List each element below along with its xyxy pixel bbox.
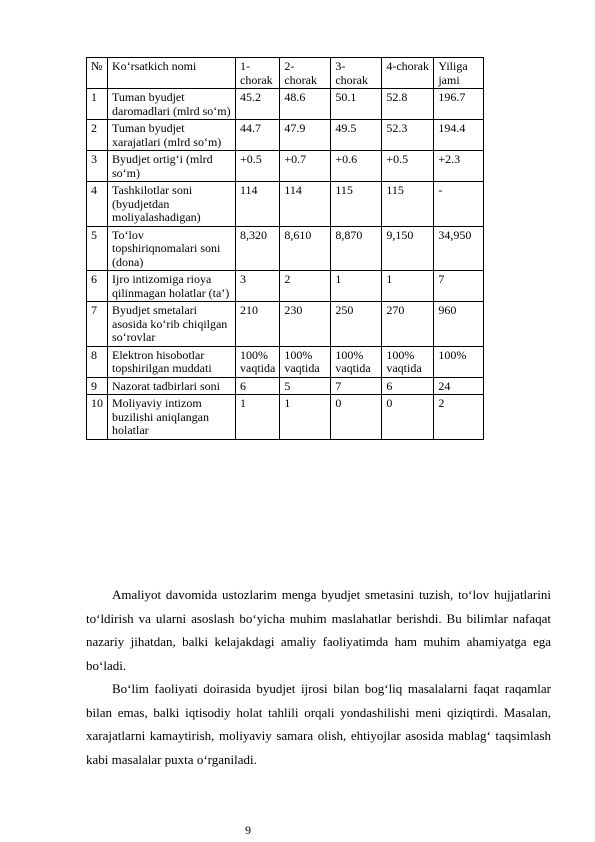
table-cell: 114 — [280, 182, 331, 227]
table-row — [87, 151, 484, 182]
table-row — [87, 377, 484, 395]
table-cell: 24 — [434, 377, 484, 395]
table-cell: 1 — [382, 271, 434, 302]
header-cell: 1-chorak — [236, 58, 280, 89]
table-cell: Tuman byudjet xarajatlari (mlrd so‘m) — [108, 120, 236, 151]
table-cell: Nazorat tadbirlari soni — [108, 377, 236, 395]
table-cell: +0.5 — [382, 151, 434, 182]
table-row — [87, 271, 484, 302]
table-cell: 100% vaqtida — [331, 346, 382, 377]
table-cell: 34,950 — [434, 226, 484, 271]
table-cell: 115 — [382, 182, 434, 227]
table-row — [87, 182, 484, 227]
header-cell: № — [87, 58, 108, 89]
table-row — [87, 226, 484, 271]
header-cell: 3-chorak — [331, 58, 382, 89]
table-cell: 230 — [280, 302, 331, 347]
table-cell: 52.3 — [382, 120, 434, 151]
paragraph: Bo‘lim faoliyati doirasida byudjet ijrosi bilan bog‘liq masalalarni faqat raqamlar bilan emas, balki iqtisodiy holat tahlili orqali yondashilishi meni qiziqtirdi. Masalan, xarajatlarni kamaytirish, moliyaviy samara olish, ehtiyojlar asosida mablag‘ taqsimlash kabi masalalar puxta o‘rganiladi. — [86, 681, 551, 767]
table-cell: 194.4 — [434, 120, 484, 151]
table-cell: +0.7 — [280, 151, 331, 182]
table-cell: 47.9 — [280, 120, 331, 151]
table-cell: To‘lov topshiriqnomalari soni (dona) — [108, 226, 236, 271]
table-cell: 10 — [87, 395, 108, 440]
table-cell: 1 — [331, 271, 382, 302]
table-cell: 6 — [382, 377, 434, 395]
table-cell: Elektron hisobotlar topshirilgan muddati — [108, 346, 236, 377]
table-header-row — [87, 58, 484, 89]
table-cell: 250 — [331, 302, 382, 347]
table-cell: +2.3 — [434, 151, 484, 182]
header-cell: 4-chorak — [382, 58, 434, 89]
table-cell: +0.6 — [331, 151, 382, 182]
table-cell: 52.8 — [382, 89, 434, 120]
table-cell: 9,150 — [382, 226, 434, 271]
table-cell: Ijro intizomiga rioya qilinmagan holatlar (ta’) — [108, 271, 236, 302]
table-cell: 0 — [331, 395, 382, 440]
table-row — [87, 89, 484, 120]
header-cell: 2-chorak — [280, 58, 331, 89]
table-cell: 0 — [382, 395, 434, 440]
table-cell: 100% vaqtida — [236, 346, 280, 377]
table-cell: 8,320 — [236, 226, 280, 271]
table-row — [87, 346, 484, 377]
table-cell: +0.5 — [236, 151, 280, 182]
table-cell: 48.6 — [280, 89, 331, 120]
table-cell: 7 — [87, 302, 108, 347]
table-cell: 6 — [87, 271, 108, 302]
table-cell: Tashkilotlar soni (byudjetdan moliyalashadigan) — [108, 182, 236, 227]
table-cell: 210 — [236, 302, 280, 347]
table-cell: 50.1 — [331, 89, 382, 120]
table-row — [87, 302, 484, 347]
paragraph: Amaliyot davomida ustozlarim menga byudjet smetasini tuzish, to‘lov hujjatlarini to‘ldirish va ularni asoslash bo‘yicha muhim maslahatlar berishdi. Bu bilimlar nafaqat nazariy jihatdan, balki kelajakdagi amaliy faoliyatimda ham muhim ahamiyatga ega bo‘ladi. — [86, 587, 551, 673]
table-cell: 1 — [280, 395, 331, 440]
table-cell: 44.7 — [236, 120, 280, 151]
header-cell: Ko‘rsatkich nomi — [108, 58, 236, 89]
table-cell: 100% vaqtida — [280, 346, 331, 377]
table-cell: 3 — [236, 271, 280, 302]
table-row — [87, 120, 484, 151]
table-cell: Moliyaviy intizom buzilishi aniqlangan holatlar — [108, 395, 236, 440]
table-cell: 9 — [87, 377, 108, 395]
table-cell: 5 — [87, 226, 108, 271]
table-cell: 49.5 — [331, 120, 382, 151]
table-row — [87, 395, 484, 440]
table-cell: 960 — [434, 302, 484, 347]
table-cell: 196.7 — [434, 89, 484, 120]
body-text — [86, 583, 551, 771]
table-cell: 114 — [236, 182, 280, 227]
table-cell: 45.2 — [236, 89, 280, 120]
table-body — [87, 58, 484, 440]
table-cell: 4 — [87, 182, 108, 227]
table-cell: 5 — [280, 377, 331, 395]
table-cell: 1 — [87, 89, 108, 120]
table-cell: Tuman byudjet daromadlari (mlrd so‘m) — [108, 89, 236, 120]
table-cell: 3 — [87, 151, 108, 182]
table-cell: 100% vaqtida — [382, 346, 434, 377]
table-cell: 115 — [331, 182, 382, 227]
page-number: 9 — [245, 823, 251, 837]
table-cell: 7 — [331, 377, 382, 395]
table-cell: 2 — [434, 395, 484, 440]
table-cell: 7 — [434, 271, 484, 302]
table-cell: 2 — [87, 120, 108, 151]
table-cell: 270 — [382, 302, 434, 347]
table-cell: 8,870 — [331, 226, 382, 271]
table-cell: Byudjet smetalari asosida ko‘rib chiqilgan so‘rovlar — [108, 302, 236, 347]
table-cell: 100% — [434, 346, 484, 377]
table-cell: 8,610 — [280, 226, 331, 271]
table-cell: - — [434, 182, 484, 227]
table-cell: 2 — [280, 271, 331, 302]
table-cell: Byudjet ortig‘i (mlrd so‘m) — [108, 151, 236, 182]
table-cell: 8 — [87, 346, 108, 377]
table-cell: 1 — [236, 395, 280, 440]
header-cell: Yiliga jami — [434, 58, 484, 89]
table-cell: 6 — [236, 377, 280, 395]
indicators-table — [86, 57, 484, 440]
